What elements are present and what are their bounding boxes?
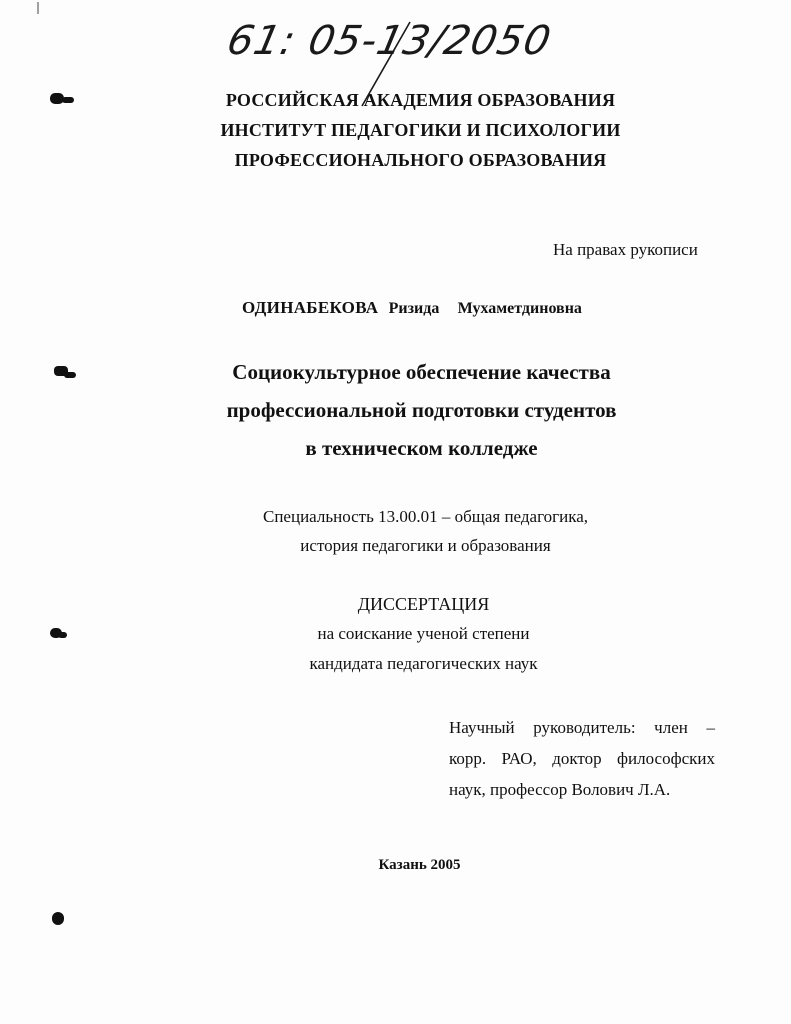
specialty-line-1: Специальность 13.00.01 – общая педагогика,	[263, 507, 588, 526]
degree-line-1: на соискание ученой степени	[317, 624, 530, 643]
supervisor-line-1: Научный руководитель: член –	[449, 718, 715, 737]
rights-note: На правах рукописи	[553, 240, 698, 259]
institution-line-3: ПРОФЕССИОНАЛЬНОГО ОБРАЗОВАНИЯ	[234, 150, 607, 170]
city-year: Казань 2005	[378, 857, 461, 873]
degree-line-2: кандидата педагогических наук	[309, 654, 538, 673]
author-given-name: Ризида	[388, 300, 440, 317]
specialty-line-2: история педагогики и образования	[300, 536, 551, 555]
dissertation-title-line-2: профессиональной подготовки студентов	[226, 398, 617, 422]
supervisor-line-3: наук, профессор Волович Л.А.	[449, 780, 671, 799]
supervisor-line-2: корр. РАО, доктор философских	[449, 749, 715, 768]
dissertation-title-line-3: в техническом колледже	[305, 436, 538, 460]
handwritten-archive-code: 61: 05-13/2050	[223, 18, 556, 64]
institution-line-1: РОССИЙСКАЯ АКАДЕМИЯ ОБРАЗОВАНИЯ	[225, 90, 616, 110]
author-surname: ОДИНАБЕКОВА	[242, 298, 379, 317]
dissertation-title-line-1: Социокультурное обеспечение качества	[232, 360, 611, 384]
supervisor-block	[449, 712, 715, 805]
author-name	[242, 298, 582, 318]
institution-line-2: ИНСТИТУТ ПЕДАГОГИКИ И ПСИХОЛОГИИ	[220, 120, 621, 140]
work-type: ДИССЕРТАЦИЯ	[357, 594, 490, 614]
author-patronymic: Мухаметдиновна	[457, 300, 582, 317]
scan-hole-mark	[52, 912, 64, 925]
